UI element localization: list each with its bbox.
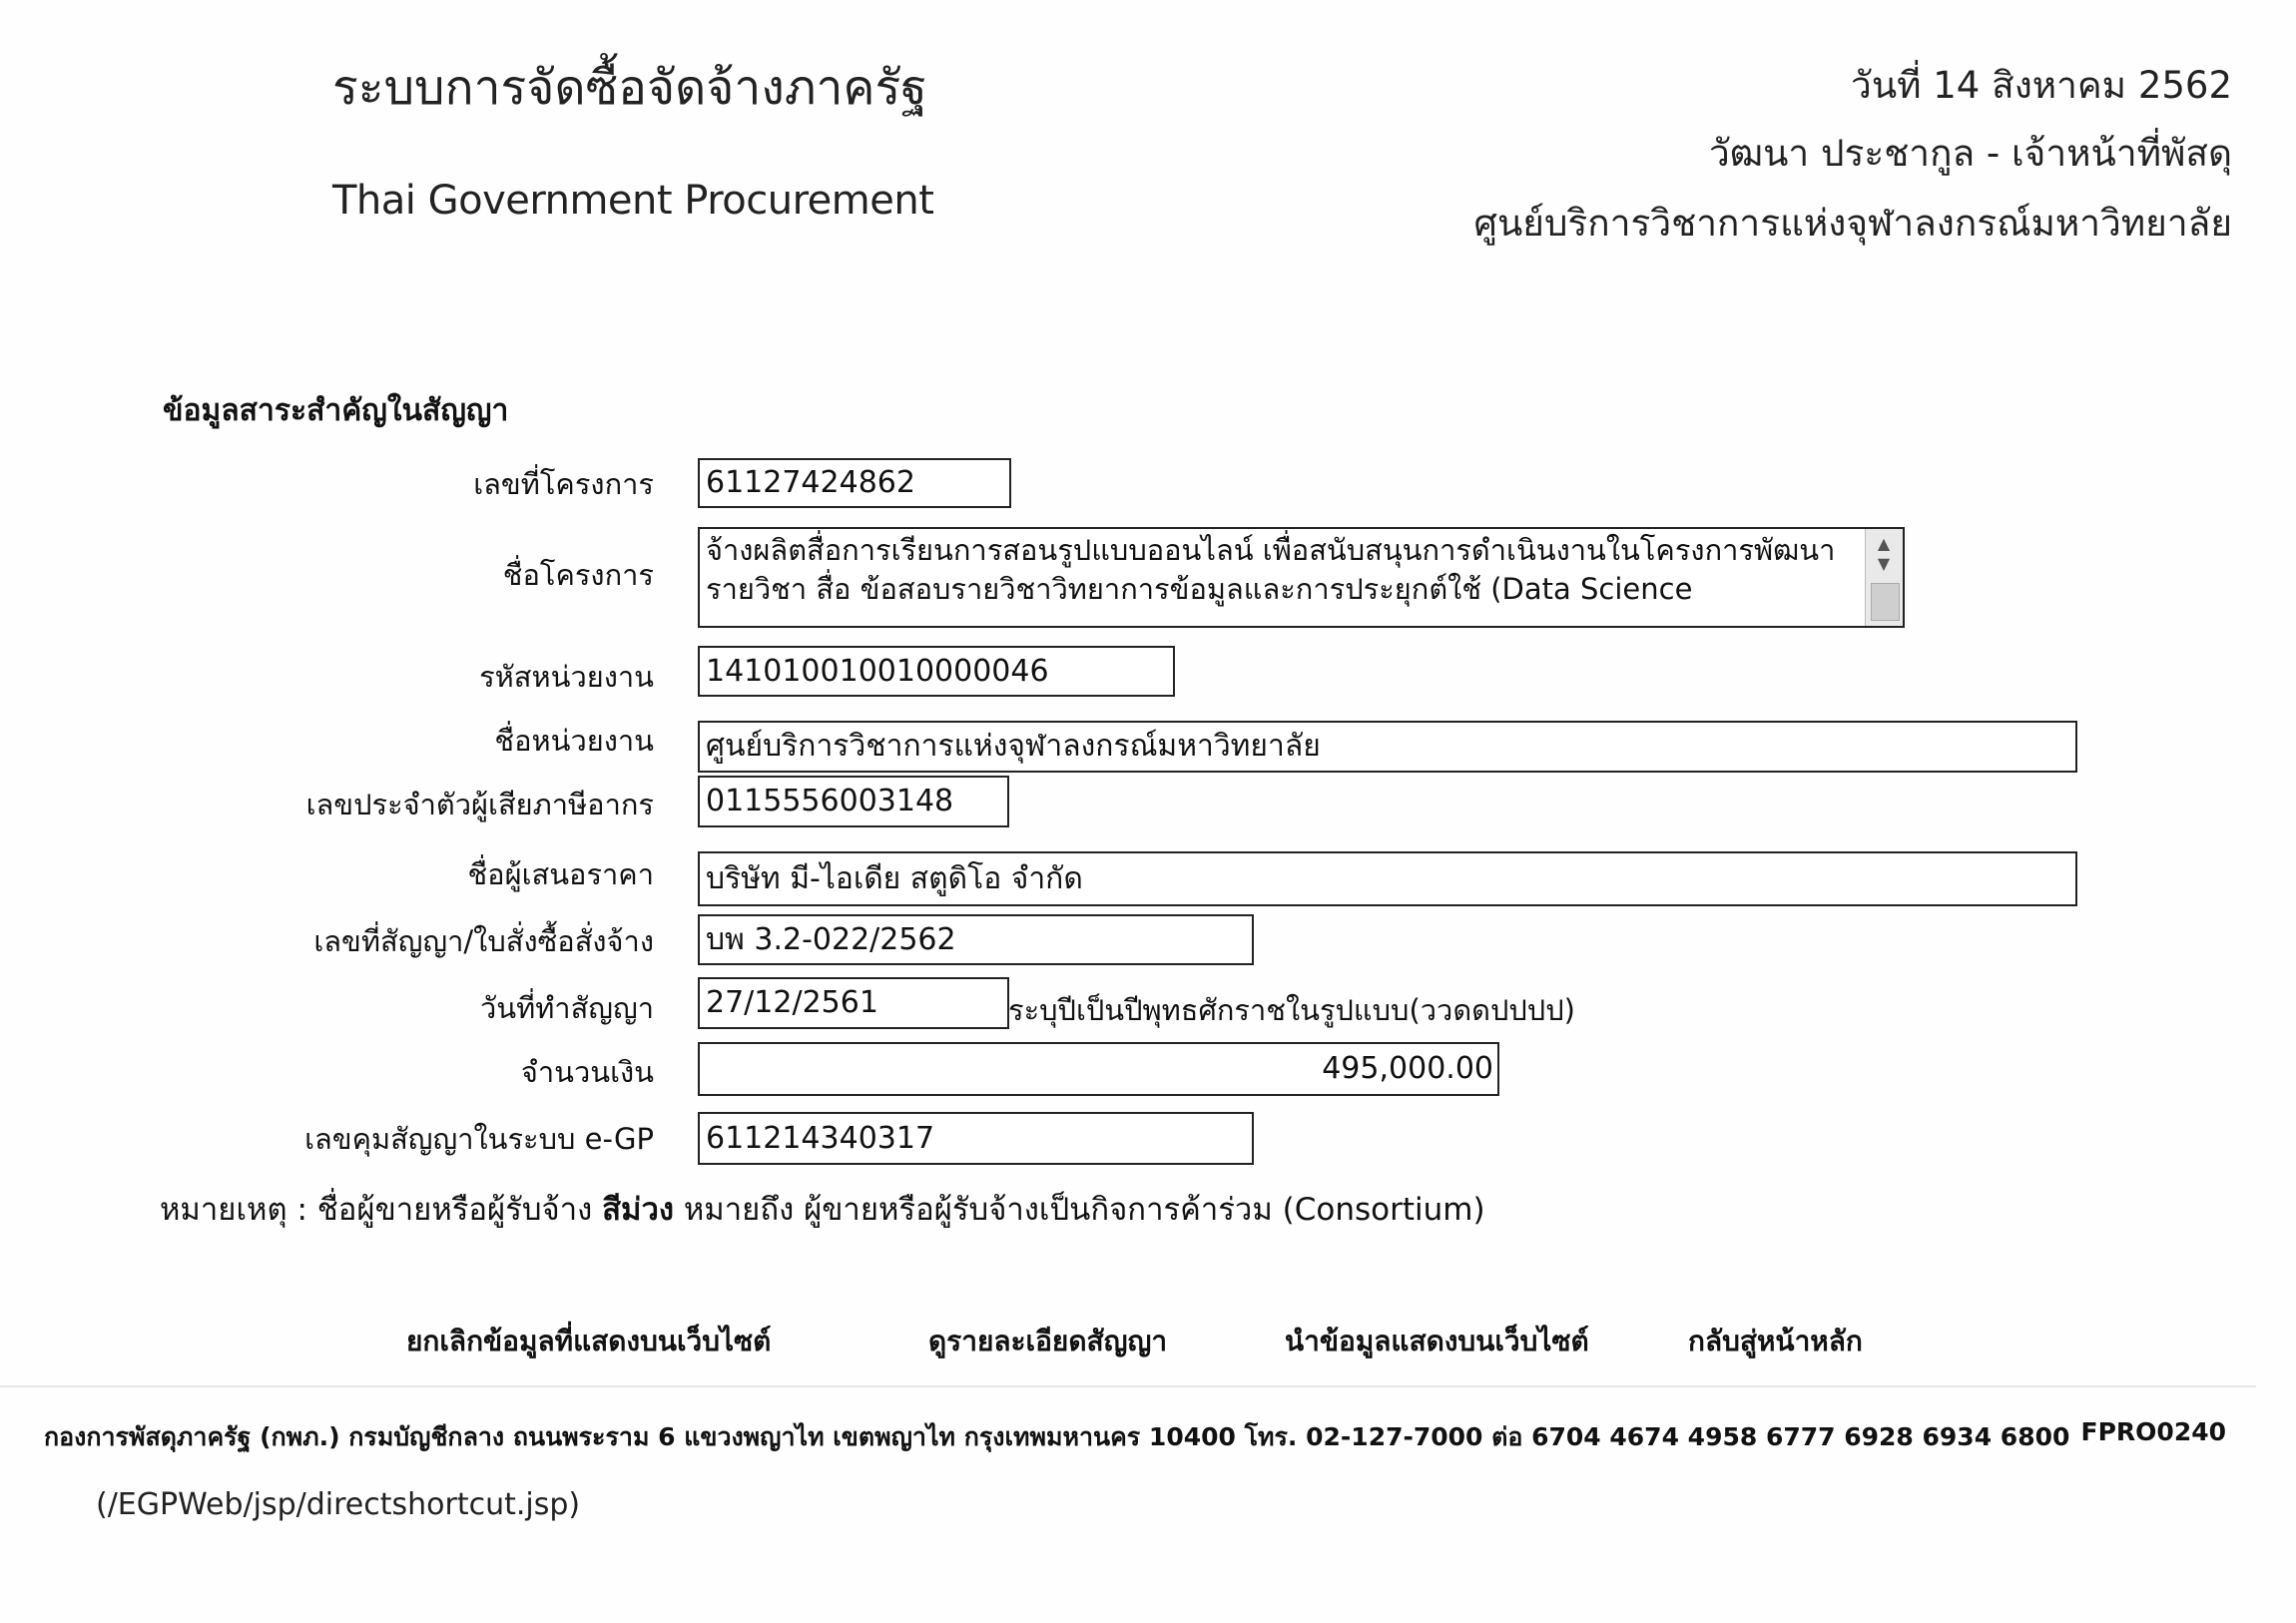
- amount-field[interactable]: 495,000.00: [698, 1042, 1499, 1096]
- note-prefix: หมายเหตุ : ชื่อผู้ขายหรือผู้รับจ้าง: [160, 1192, 593, 1228]
- contract-date-hint: ระบุปีเป็นปีพุทธศักราชในรูปแบบ(ววดดปปปป): [1008, 993, 1575, 1027]
- scroll-up-arrow-icon[interactable]: ▲: [1877, 534, 1891, 553]
- header-date: วันที่ 14 สิงหาคม 2562: [1851, 64, 2232, 107]
- agency-code-label: รหัสหน่วยงาน: [479, 660, 654, 694]
- tax-id-label: เลขประจำตัวผู้เสียภาษีอากร: [305, 788, 654, 821]
- project-no-label: เลขที่โครงการ: [473, 467, 654, 501]
- system-title: ระบบการจัดซื้อจัดจ้างภาครัฐ: [332, 60, 927, 116]
- agency-name-field[interactable]: ศูนย์บริการวิชาการแห่งจุฬาลงกรณ์มหาวิทยาลัย: [698, 721, 2077, 773]
- project-name-label: ชื่อโครงการ: [502, 558, 654, 592]
- contract-no-label: เลขที่สัญญา/ใบสั่งซื้อสั่งจ้าง: [313, 924, 654, 958]
- system-subtitle: Thai Government Procurement: [332, 178, 934, 224]
- page-code: FPRO0240: [2080, 1417, 2226, 1446]
- back-to-home-link[interactable]: กลับสู่หน้าหลัก: [1688, 1325, 1863, 1357]
- note-highlight: สีม่วง: [602, 1192, 675, 1228]
- agency-name-label: ชื่อหน่วยงาน: [494, 724, 654, 758]
- contract-date-field[interactable]: 27/12/2561: [698, 977, 1009, 1029]
- page-path: (/EGPWeb/jsp/directshortcut.jsp): [96, 1487, 581, 1522]
- header-organization: ศูนย์บริการวิชาการแห่งจุฬาลงกรณ์มหาวิทยาลัย: [1473, 202, 2232, 245]
- egp-control-no-field[interactable]: 611214340317: [698, 1112, 1254, 1165]
- publish-web-link[interactable]: นำข้อมูลแสดงบนเว็บไซต์: [1285, 1325, 1589, 1357]
- contract-no-field[interactable]: บพ 3.2-022/2562: [698, 914, 1254, 965]
- scroll-down-arrow-icon[interactable]: ▼: [1877, 554, 1891, 573]
- footer-address: กองการพัสดุภาครัฐ (กพภ.) กรมบัญชีกลาง ถนนพระราม 6 แขวงพญาไท เขตพญาไท กรุงเทพมหานคร 10400 โทร. 02-127-7000 ต่อ 6704 4674 4958 6777 6928 6934 6800: [44, 1422, 2070, 1451]
- bidder-name-label: ชื่อผู้เสนอราคา: [467, 857, 654, 891]
- agency-code-field[interactable]: 141010010010000046: [698, 646, 1175, 697]
- project-name-textarea[interactable]: [698, 527, 1905, 628]
- project-no-field[interactable]: 61127424862: [698, 458, 1011, 508]
- scroll-thumb[interactable]: [1871, 583, 1900, 621]
- egp-control-no-label: เลขคุมสัญญาในระบบ e-GP: [304, 1122, 654, 1156]
- contract-date-label: วันที่ทำสัญญา: [479, 991, 654, 1025]
- amount-label: จำนวนเงิน: [520, 1055, 654, 1089]
- cancel-web-display-link[interactable]: ยกเลิกข้อมูลที่แสดงบนเว็บไซต์: [406, 1325, 772, 1357]
- tax-id-field[interactable]: 0115556003148: [698, 776, 1009, 827]
- note-suffix: หมายถึง ผู้ขายหรือผู้รับจ้างเป็นกิจการค้าร่วม (Consortium): [683, 1192, 1485, 1228]
- header-user: วัฒนา ประชากูล - เจ้าหน้าที่พัสดุ: [1708, 132, 2232, 175]
- footer-divider: [0, 1385, 2256, 1387]
- project-name-text: จ้างผลิตสื่อการเรียนการสอนรูปแบบออนไลน์ เพื่อสนับสนุนการดำเนินงานในโครงการพัฒนารายวิชา สื่อ ข้อสอบรายวิชาวิทยาการข้อมูลและการประยุกต์ใช้ (Data Science: [706, 533, 1836, 606]
- bidder-name-field[interactable]: บริษัท มี-ไอเดีย สตูดิโอ จำกัด: [698, 851, 2077, 906]
- consortium-note: [160, 1184, 1485, 1234]
- view-contract-link[interactable]: ดูรายละเอียดสัญญา: [928, 1325, 1168, 1357]
- section-title: ข้อมูลสาระสำคัญในสัญญา: [163, 393, 509, 428]
- project-name-scrollbar[interactable]: [1865, 529, 1903, 626]
